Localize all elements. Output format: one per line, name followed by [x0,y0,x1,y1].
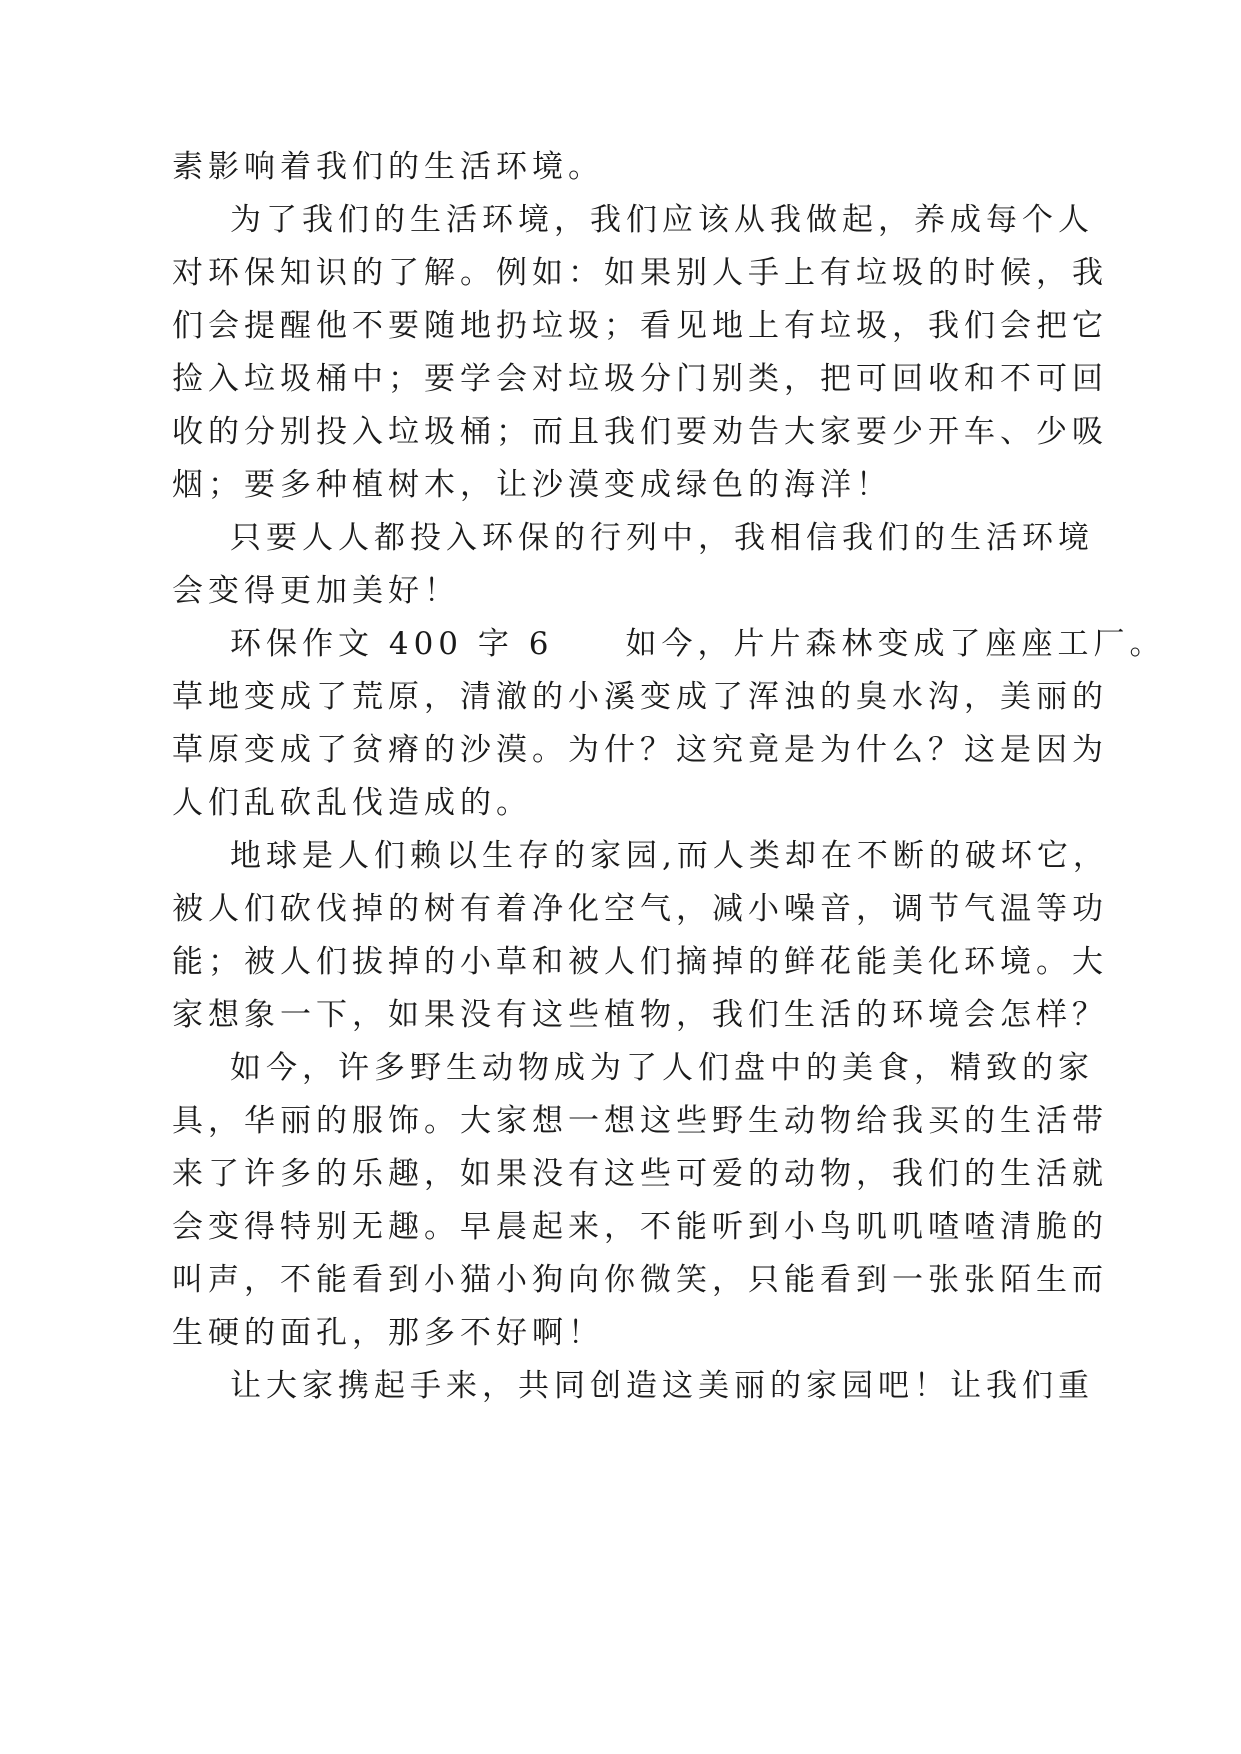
text-line: 收的分别投入垃圾桶；而且我们要劝告大家要少开车、少吸 [172,414,1108,450]
essay-heading-line: 环保作文 400 字 6 如今，片片森林变成了座座工厂。 [230,626,1166,662]
paragraph-start-line: 如今，许多野生动物成为了人们盘中的美食，精致的家 [230,1050,1094,1086]
text-line: 能；被人们拔掉的小草和被人们摘掉的鲜花能美化环境。大 [172,944,1108,980]
text-line: 们会提醒他不要随地扔垃圾；看见地上有垃圾，我们会把它 [172,308,1108,344]
text-line: 会变得特别无趣。早晨起来，不能听到小鸟叽叽喳喳清脆的 [172,1209,1108,1245]
text-line: 草原变成了贫瘠的沙漠。为什？这究竟是为什么？这是因为 [172,732,1108,768]
text-line: 素影响着我们的生活环境。 [172,149,604,185]
text-line: 被人们砍伐掉的树有着净化空气，减小噪音，调节气温等功 [172,891,1108,927]
text-line: 对环保知识的了解。例如：如果别人手上有垃圾的时候，我 [172,255,1108,291]
text-line: 捡入垃圾桶中；要学会对垃圾分门别类，把可回收和不可回 [172,361,1108,397]
text-line: 家想象一下，如果没有这些植物，我们生活的环境会怎样？ [172,997,1108,1033]
text-line: 具，华丽的服饰。大家想一想这些野生动物给我买的生活带 [172,1103,1108,1139]
text-line: 叫声，不能看到小猫小狗向你微笑，只能看到一张张陌生而 [172,1262,1108,1298]
text-line: 来了许多的乐趣，如果没有这些可爱的动物，我们的生活就 [172,1156,1108,1192]
text-line: 烟；要多种植树木，让沙漠变成绿色的海洋！ [172,467,892,503]
paragraph-start-line: 为了我们的生活环境，我们应该从我做起，养成每个人 [230,202,1094,238]
paragraph-start-line: 地球是人们赖以生存的家园,而人类却在不断的破坏它， [230,838,1109,874]
text-line: 生硬的面孔，那多不好啊！ [172,1315,604,1351]
paragraph-start-line: 只要人人都投入环保的行列中，我相信我们的生活环境 [230,520,1094,556]
text-line: 人们乱砍乱伐造成的。 [172,785,532,821]
text-line: 草地变成了荒原，清澈的小溪变成了浑浊的臭水沟，美丽的 [172,679,1108,715]
text-line: 会变得更加美好！ [172,573,460,609]
paragraph-start-line: 让大家携起手来，共同创造这美丽的家园吧！让我们重 [230,1368,1094,1404]
